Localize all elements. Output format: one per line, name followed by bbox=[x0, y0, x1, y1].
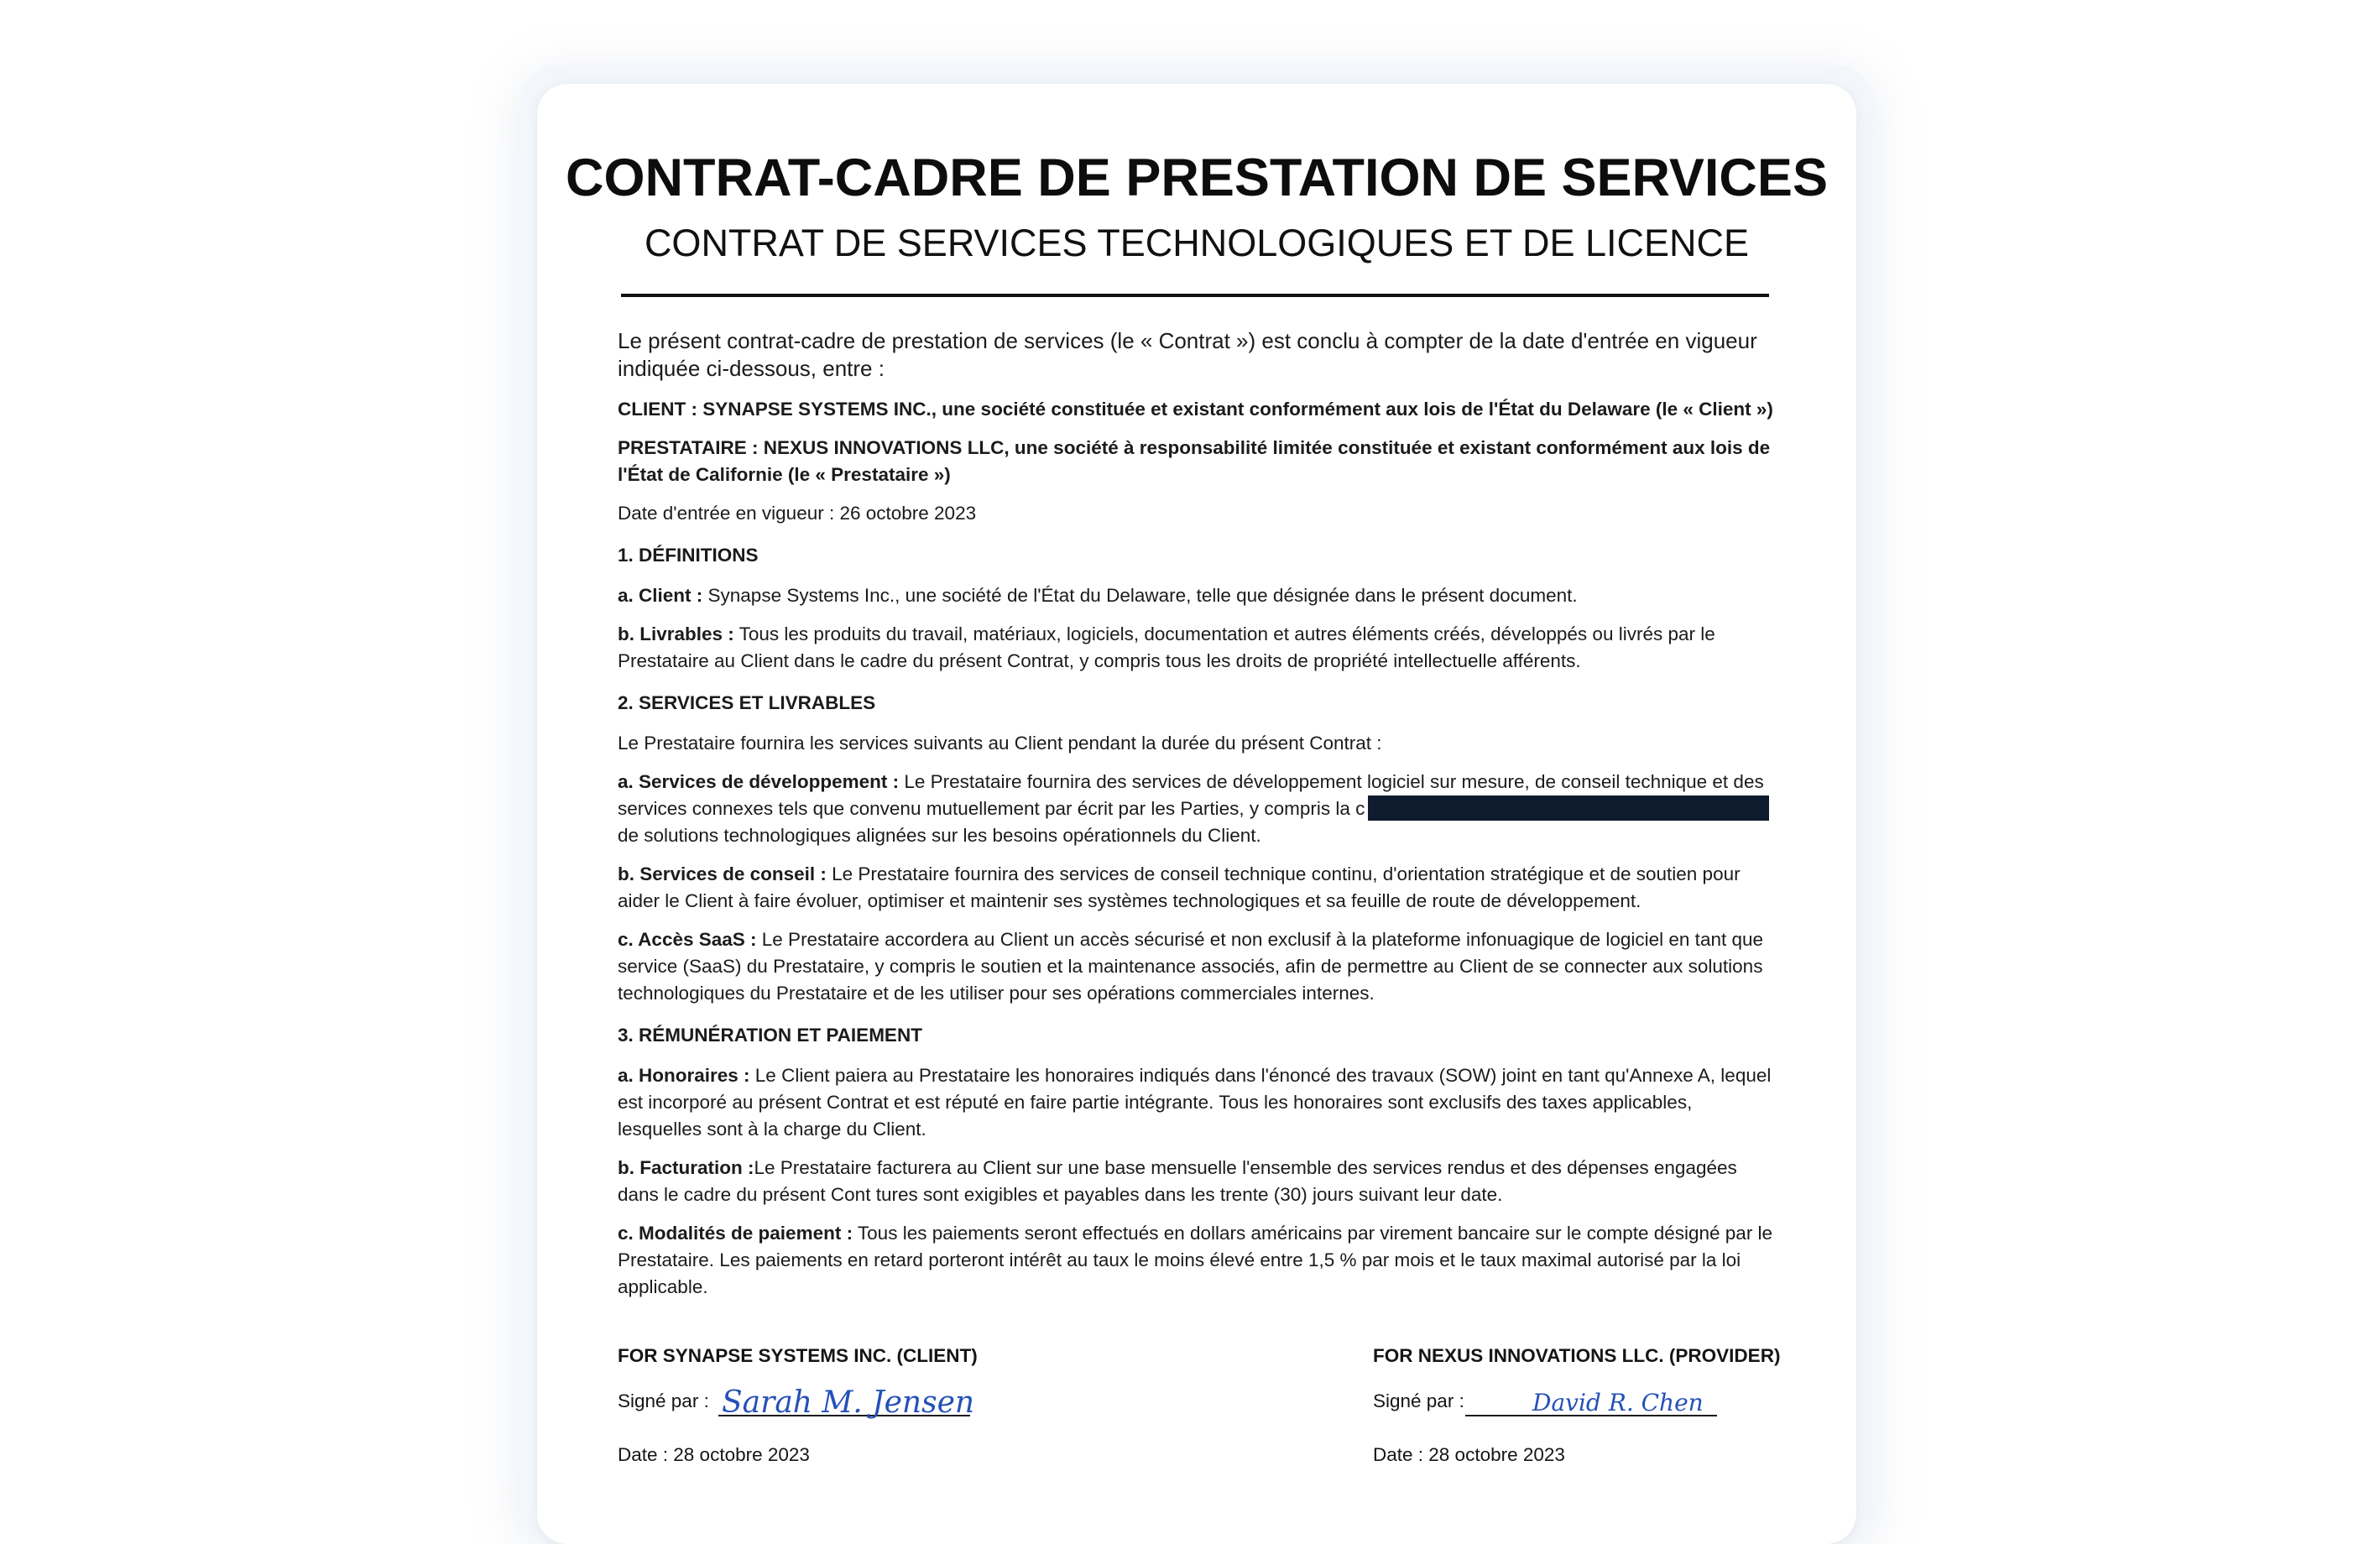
client-signed-by bbox=[618, 1385, 978, 1421]
signed-by-label: Signé par : bbox=[618, 1390, 709, 1411]
client-signature-block bbox=[618, 1343, 978, 1468]
client-signature-heading: FOR SYNAPSE SYSTEMS INC. (CLIENT) bbox=[618, 1345, 978, 1366]
document-page bbox=[537, 84, 1856, 1544]
clause-invoicing bbox=[618, 1155, 1777, 1208]
clause-consulting-services bbox=[618, 861, 1777, 915]
section-heading-payment: 3. RÉMUNÉRATION ET PAIEMENT bbox=[618, 1025, 922, 1046]
clause-label: b. Services de conseil : bbox=[618, 863, 827, 884]
clause-payment-terms bbox=[618, 1220, 1777, 1301]
clause-development-services bbox=[618, 769, 1777, 849]
clause-text: Le Prestataire fournira des services de développement logiciel sur mesure, de conseil technique et des services connexes tels que convenu mutuellement par écrit par les Parties, y compris la c bbox=[618, 771, 1764, 819]
document-subtitle: CONTRAT DE SERVICES TECHNOLOGIQUES ET DE LICENCE bbox=[644, 222, 1750, 264]
section-heading-definitions: 1. DÉFINITIONS bbox=[618, 545, 759, 566]
document-body bbox=[618, 327, 1777, 1312]
clause-definition-client bbox=[618, 582, 1777, 609]
provider-signature-date: Date : 28 octobre 2023 bbox=[1373, 1444, 1565, 1465]
client-party: CLIENT : SYNAPSE SYSTEMS INC., une société constituée et existant conformément aux lois de l'État du Delaware (le « Client ») bbox=[618, 399, 1773, 420]
clause-text: Tous les paiements seront effectués en dollars américains par virement bancaire sur le compte désigné par le Prestataire. Les paiements en retard porteront intérêt au taux le moins élevé entre 1,5 % par mois et le taux maximal autorisé par la loi applicable. bbox=[618, 1223, 1773, 1297]
provider-signature-block bbox=[1373, 1343, 1780, 1468]
clause-label: c. Accès SaaS : bbox=[618, 929, 757, 950]
clause-label: a. Services de développement : bbox=[618, 771, 900, 792]
clause-text-continued: de solutions technologiques alignées sur les besoins opérationnels du Client. bbox=[618, 825, 1261, 846]
effective-date: Date d'entrée en vigueur : 26 octobre 2023 bbox=[618, 503, 977, 524]
clause-text: Le Prestataire facturera au Client sur une base mensuelle l'ensemble des services rendus et des dépenses engagées dans le cadre du présent Cont tures sont exigibles et payables dans les trente (30) jours suivant leur date. bbox=[618, 1157, 1737, 1205]
clause-saas-access bbox=[618, 926, 1777, 1007]
clause-text: Tous les produits du travail, matériaux, logiciels, documentation et autres éléments créés, développés ou livrés par le Prestataire au Client dans le cadre du présent Contrat, y compris tous les droits de propriété intellectuelle afférents. bbox=[618, 623, 1715, 671]
provider-party: PRESTATAIRE : NEXUS INNOVATIONS LLC, une société à responsabilité limitée constituée et existant conformément aux lois de l'État de Californie (le « Prestataire ») bbox=[618, 437, 1771, 485]
title-divider bbox=[621, 294, 1769, 297]
clause-text: Le Client paiera au Prestataire les honoraires indiqués dans l'énoncé des travaux (SOW) joint en tant qu'Annexe A, lequel est incorporé au présent Contrat et est réputé en faire partie intégrante. Tous les honoraires sont exclusifs des taxes applicables, lesquelles sont à la charge du Client. bbox=[618, 1065, 1772, 1140]
client-signature-date: Date : 28 octobre 2023 bbox=[618, 1444, 810, 1465]
clause-label: c. Modalités de paiement : bbox=[618, 1223, 853, 1244]
clause-fees bbox=[618, 1062, 1777, 1143]
clause-label: b. Facturation : bbox=[618, 1157, 754, 1178]
section-heading-services: 2. SERVICES ET LIVRABLES bbox=[618, 692, 876, 713]
signature-block bbox=[618, 1343, 1784, 1527]
clause-definition-deliverables bbox=[618, 621, 1777, 675]
clause-text: Synapse Systems Inc., une société de l'État du Delaware, telle que désignée dans le présent document. bbox=[702, 585, 1578, 606]
clause-label: b. Livrables : bbox=[618, 623, 734, 644]
intro-paragraph: Le présent contrat-cadre de prestation de services (le « Contrat ») est conclu à compter de la date d'entrée en vigueur indiquée ci-dessous, entre : bbox=[618, 328, 1757, 381]
provider-signature: David R. Chen bbox=[1532, 1389, 1704, 1416]
client-signature: Sarah M. Jensen bbox=[722, 1385, 975, 1420]
clause-text: Le Prestataire accordera au Client un accès sécurisé et non exclusif à la plateforme infonuagique de logiciel en tant que service (SaaS) du Prestataire, y compris le soutien et la maintenance associés, afin de permettre au Client de se connecter aux solutions technologiques du Prestataire et de les utiliser pour ses opérations commerciales internes. bbox=[618, 929, 1764, 1004]
clause-text: Le Prestataire fournira des services de conseil technique continu, d'orientation stratégique et de soutien pour aider le Client à faire évoluer, optimiser et maintenir ses systèmes technologiques et sa feuille de route de développement. bbox=[618, 863, 1741, 911]
provider-signature-heading: FOR NEXUS INNOVATIONS LLC. (PROVIDER) bbox=[1373, 1345, 1781, 1366]
clause-label: a. Honoraires : bbox=[618, 1065, 750, 1086]
redaction-bar bbox=[1368, 795, 1769, 821]
clause-label: a. Client : bbox=[618, 585, 703, 606]
document-title: CONTRAT-CADRE DE PRESTATION DE SERVICES bbox=[566, 149, 1828, 207]
provider-signed-by bbox=[1373, 1388, 1780, 1421]
signed-by-label: Signé par : bbox=[1373, 1390, 1464, 1411]
services-intro: Le Prestataire fournira les services suivants au Client pendant la durée du présent Contrat : bbox=[618, 733, 1382, 754]
